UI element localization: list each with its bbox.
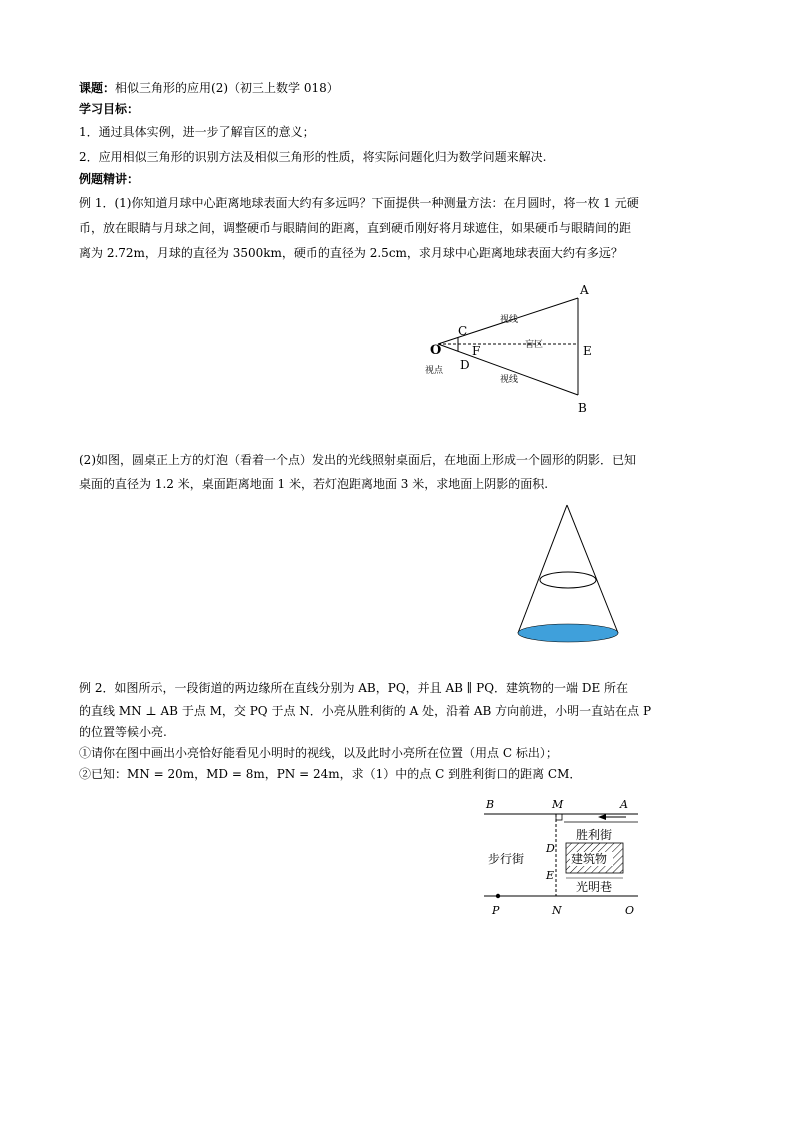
label-building: 建筑物 <box>571 852 608 866</box>
sight-line-bottom <box>438 344 578 395</box>
walk-arrow-head <box>598 814 606 820</box>
label-e: E <box>583 344 592 358</box>
goal-1: 1．通过具体实例，进一步了解盲区的意义； <box>79 125 315 139</box>
label-c: C <box>458 324 468 338</box>
lamp-cone-figure <box>510 500 630 650</box>
label-blind-zone: 盲区 <box>525 340 544 350</box>
label-n: N <box>552 904 562 917</box>
label-p: P <box>492 904 500 917</box>
ex1-p1-line2: 币，放在眼睛与月球之间，调整硬币与眼睛间的距离，直到硬币刚好将月球遮住，如果硬币与眼睛间的距 <box>79 221 632 235</box>
examples-label: 例题精讲： <box>79 172 140 186</box>
table-top-ellipse <box>540 572 596 588</box>
label-sight-bottom: 视线 <box>500 375 519 385</box>
title-line <box>79 80 339 96</box>
ex2-line1: 例 2．如图所示，一段街道的两边缘所在直线分别为 AB，PQ，并且 AB ∥ PQ．建筑物的一端 DE 所在 <box>79 681 629 695</box>
label-e: E <box>546 869 555 882</box>
goal-2: 2．应用相似三角形的识别方法及相似三角形的性质，将实际问题化归为数学问题来解决. <box>79 150 547 164</box>
label-a: A <box>620 798 628 811</box>
right-angle-mark <box>556 814 562 820</box>
label-f: F <box>472 344 481 358</box>
cone-left-edge <box>518 505 567 633</box>
label-viewpoint: 视点 <box>425 366 444 376</box>
ex2-line4: ①请你在图中画出小亮恰好能看见小明时的视线，以及此时小亮所在位置（用点 C 标出）； <box>79 746 558 760</box>
label-victory-street: 胜利街 <box>576 828 613 842</box>
label-lane: 光明巷 <box>576 880 613 894</box>
topic-text: 相似三角形的应用(2)（初三上数学 018） <box>115 81 339 95</box>
ex1-p2-line1: (2)如图，圆桌正上方的灯泡（看着一个点）发出的光线照射桌面后，在地面上形成一个圆形的阴影．已知 <box>79 453 637 467</box>
point-p <box>496 894 500 898</box>
ex2-line2: 的直线 MN ⊥ AB 于点 M，交 PQ 于点 N．小亮从胜利街的 A 处，沿着 AB 方向前进，小明一直站在点 P <box>79 704 652 718</box>
label-o: O <box>430 343 442 358</box>
ex1-p1-line3: 离为 2.72m，月球的直径为 3500km，硬币的直径为 2.5cm，求月球中心距离地球表面大约有多远？ <box>79 246 623 260</box>
label-sight-top: 视线 <box>500 315 519 325</box>
label-d: D <box>546 842 555 855</box>
ground-shadow-ellipse <box>518 624 618 642</box>
ex1-p1-line1: 例 1．(1)你知道月球中心距离地球表面大约有多远吗？下面提供一种测量方法：在月圆时，将一枚 1 元硬 <box>79 196 639 210</box>
cone-right-edge <box>567 505 618 633</box>
street-figure <box>478 795 648 925</box>
goals-label: 学习目标： <box>79 102 140 116</box>
label-o: O <box>625 904 635 917</box>
label-b: B <box>578 401 587 415</box>
label-a: A <box>580 283 589 297</box>
topic-label: 课题： <box>79 81 116 95</box>
label-m: M <box>552 798 564 811</box>
label-b: B <box>486 798 495 811</box>
ex2-line3: 的位置等候小亮. <box>79 725 167 739</box>
label-walk-street: 步行街 <box>488 852 525 866</box>
ex2-line5: ②已知：MN = 20m，MD = 8m，PN = 24m，求（1）中的点 C 到胜利街口的距离 CM． <box>79 767 582 781</box>
blind-zone-figure <box>420 280 610 420</box>
label-d: D <box>460 358 470 372</box>
ex1-p2-line2: 桌面的直径为 1.2 米，桌面距离地面 1 米，若灯泡距离地面 3 米，求地面上阴影的面积. <box>79 477 549 491</box>
